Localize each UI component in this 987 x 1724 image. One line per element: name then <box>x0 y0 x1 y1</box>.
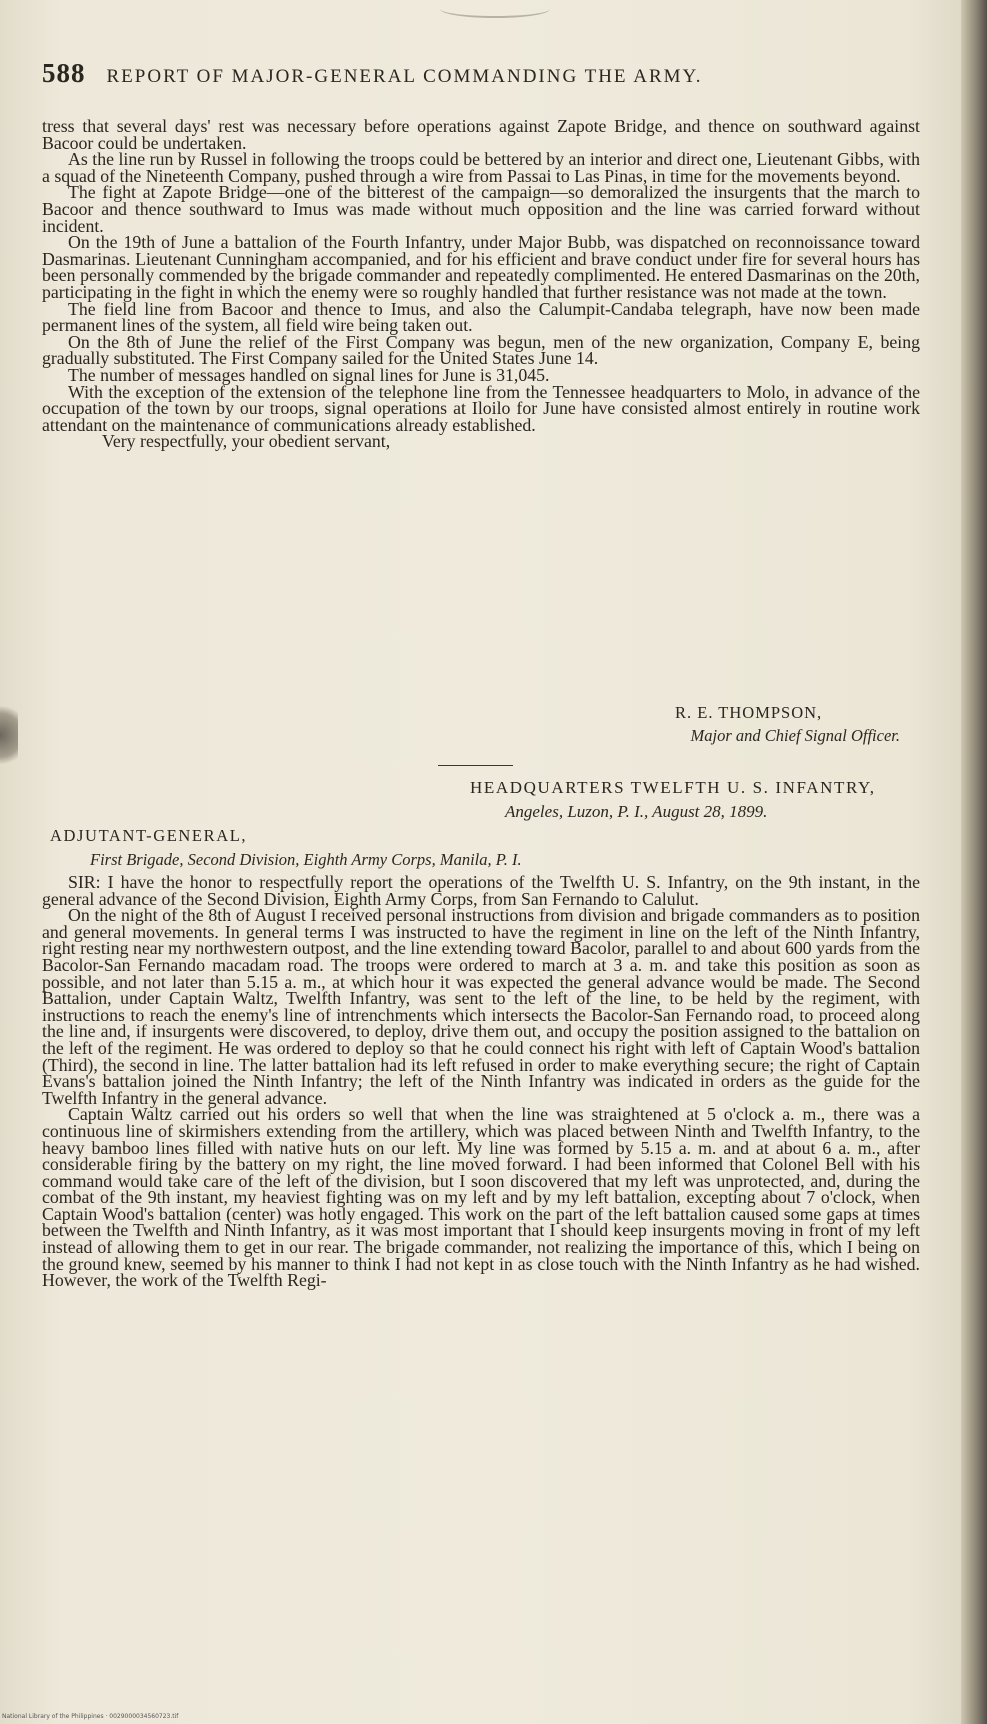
paragraph: On the 8th of June the relief of the First Company was begun, men of the new organization, Company E, being gradually substituted. The First Company sailed for the United States June 14. <box>42 331 920 369</box>
paragraph: As the line run by Russel in following the troops could be bettered by an interior and direct one, Lieutenant Gibbs, with a squad of the Nineteenth Company, pushed through a wire from Passai to Las Pinas, in time for the movements beyond. <box>42 149 920 186</box>
page-number: 588 <box>42 58 86 88</box>
closing-salutation: Very respectfully, your obedient servant, <box>102 431 391 452</box>
report-twelfth-infantry-body <box>42 874 920 1289</box>
binding-mark <box>0 700 18 770</box>
paragraph: With the exception of the extension of the telephone line from the Tennessee headquarters to Molo, in advance of the occupation of the town by our troops, signal operations at Iloilo for June have consisted almost entirely in routine work attendant on the maintenance of communications already established. <box>42 381 920 435</box>
paragraph: On the 19th of June a battalion of the Fourth Infantry, under Major Bubb, was dispatched on reconnoissance toward Dasmarinas. Lieutenant Cunningham accompanied, and for his efficient and brave conduct under fire for several hours has been personally commended by the brigade commander and repeatedly complimented. He entered Dasmarinas on the 20th, participating in the fight in which the enemy were so roughly handled that further resistance was not made at the town. <box>42 232 920 302</box>
hq-heading: HEADQUARTERS TWELFTH U. S. INFANTRY, <box>470 778 876 797</box>
paragraph: Captain Waltz carried out his orders so well that when the line was straightened at 5 o'clock a. m., there was a continuous line of skirmishers extending from the artillery, which was placed between Ninth and Twelfth Infantry, to the heavy bamboo lines filled with native huts on our left. My line was formed by 5.15 a. m. and at about 6 a. m., after considerable firing by the battery on my right, the line moved forward. I had been informed that Colonel Bell with his command would take care of the left of the division, but I soon discovered that my left was unprotected, and, during the combat of the 9th instant, my heaviest fighting was on my left and by my left battalion, excepting about 7 o'clock, when Captain Wood's battalion (center) was hotly engaged. This work on the part of the left battalion caused some gaps at times between the Twelfth and Ninth Infantry, as it was most important that I should keep insurgents moving in front of my left instead of allowing them to get in our rear. The brigade commander, not realizing the importance of this, which I being on the ground knew, seemed by his manner to think I had not kept in as close touch with the Ninth Infantry as he had wished. However, the work of the Twelfth Regi- <box>42 1104 920 1291</box>
paragraph: tress that several days' rest was necessary before operations against Zapote Bridge, and thence on southward against Bacoor could be undertaken. <box>42 116 920 153</box>
scan-footer-note: National Library of the Philippines · 0029000034560723.tif <box>2 1713 179 1720</box>
paragraph: The fight at Zapote Bridge—one of the bitterest of the campaign—so demoralized the insurgents that the march to Bacoor and thence southward to Imus was made without much opposition and the line was carried forward without incident. <box>42 182 920 236</box>
paragraph: On the night of the 8th of August I received personal instructions from division and brigade commanders as to position and general movements. In general terms I was instructed to have the regiment in line on the left of the Ninth Infantry, right resting near my northwestern outpost, and the line extending toward Bacolor, parallel to and about 600 yards from the Bacolor-San Fernando macadam road. The troops were ordered to march at 3 a. m. and take this position as soon as possible, and not later than 5.15 a. m., at which hour it was expected the general advance would be made. The Second Battalion, under Captain Waltz, Twelfth Infantry, was sent to the left of the line, to be held by the regiment, with instructions to reach the enemy's line of intrenchments which intersects the Bacolor-San Fernando road, to proceed along the line and, if insurgents were discovered, to deploy, drive them out, and occupy the position assigned to the battalion on the left of the regiment. He was ordered to deploy so that he could connect his right with left of Captain Wood's battalion (Third), the second in line. The latter battalion had its left refused in order to make everything secure; the right of Captain Evans's battalion joined the Ninth Infantry; the left of the Ninth Infantry was indicated in orders as the guide for the Twelfth Infantry in the general advance. <box>42 905 920 1108</box>
signature-name: R. E. THOMPSON, <box>675 703 823 722</box>
hq-place-date: Angeles, Luzon, P. I., August 28, 1899. <box>505 802 768 821</box>
page-edge-shadow <box>961 0 987 1724</box>
paragraph: SIR: I have the honor to respectfully report the operations of the Twelfth U. S. Infantry, on the 9th instant, in the general advance of the Second Division, Eighth Army Corps, from San Fernando to Calulut. <box>42 872 920 909</box>
paragraph: The number of messages handled on signal lines for June is 31,045. <box>68 364 550 385</box>
running-header <box>42 58 862 89</box>
running-title: REPORT OF MAJOR-GENERAL COMMANDING THE ARMY. <box>106 66 703 87</box>
signature-title: Major and Chief Signal Officer. <box>690 726 900 745</box>
addressee-line: First Brigade, Second Division, Eighth Army Corps, Manila, P. I. <box>90 850 522 869</box>
section-divider <box>438 765 513 766</box>
paragraph: The field line from Bacoor and thence to Imus, and also the Calumpit-Candaba telegraph, have now been made permanent lines of the system, all field wire being taken out. <box>42 298 920 336</box>
page-top-mark <box>440 0 550 18</box>
addressee: ADJUTANT-GENERAL, <box>50 826 248 845</box>
report-signal-officer-body <box>42 118 920 450</box>
